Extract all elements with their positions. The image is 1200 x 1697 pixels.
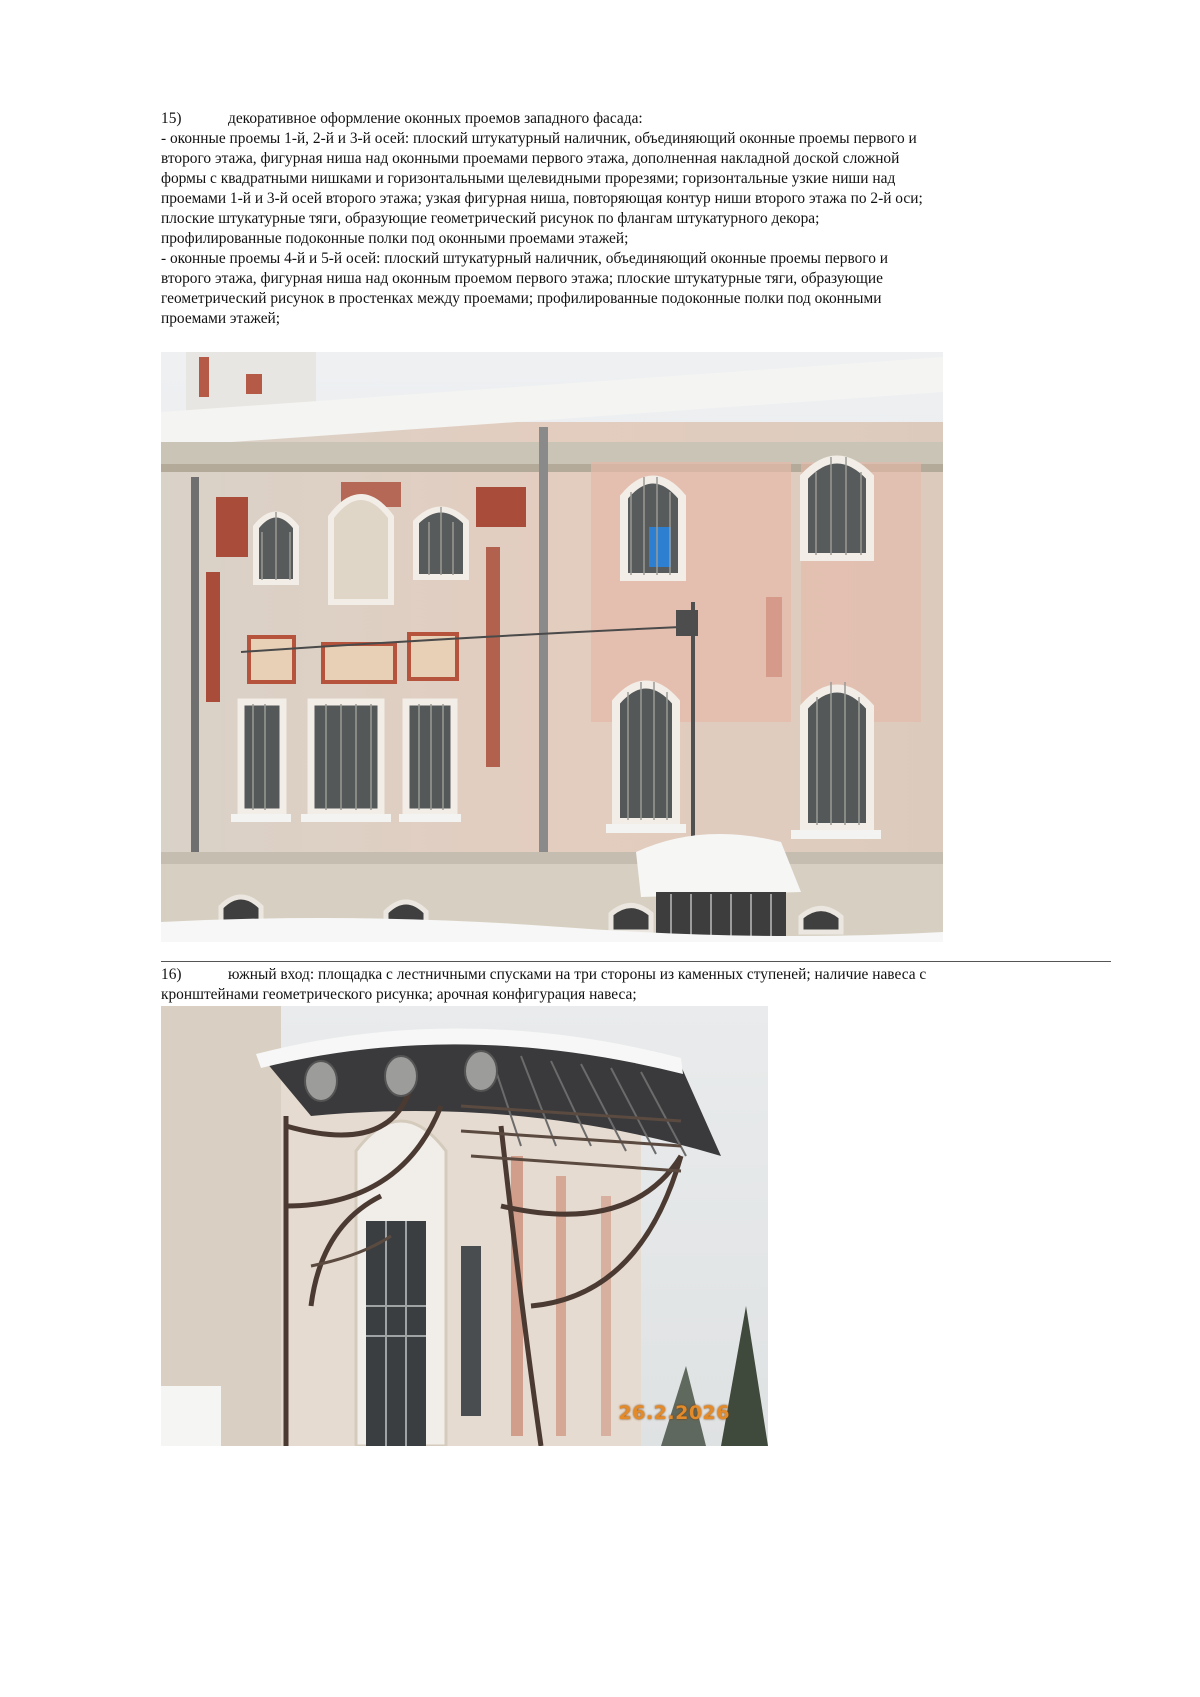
section-15-line: формы с квадратными нишками и горизонтальными щелевидными прорезями; горизонтальные узкие ниши над: [161, 170, 896, 187]
section-15-number: 15): [161, 110, 182, 127]
section-15-line: - оконные проемы 1-й, 2-й и 3-й осей: плоский штукатурный наличник, объединяющий оконные проемы первого и: [161, 130, 917, 147]
section-16-heading-line: 16) южный вход: площадка с лестничными спусками на три стороны из каменных ступеней; наличие навеса с: [161, 966, 927, 983]
west-facade-illustration: [161, 352, 943, 942]
section-15-line: профилированные подоконные полки под оконными проемами этажей;: [161, 230, 629, 247]
section-15-line: геометрический рисунок в простенках между проемами; профилированные подоконные полки под оконными: [161, 290, 882, 307]
south-entrance-photo: [161, 1006, 768, 1446]
section-15-line: второго этажа, фигурная ниша над оконными проемами первого этажа, дополненная накладной доской сложной: [161, 150, 900, 167]
section-16-number: 16): [161, 966, 182, 983]
section-15-heading-line: 15) декоративное оформление оконных проемов западного фасада:: [161, 110, 643, 127]
section-15-text: [161, 109, 1111, 329]
section-16-text: [161, 965, 1111, 1005]
section-15-line: - оконные проемы 4-й и 5-й осей: плоский штукатурный наличник, объединяющий оконные проемы первого и: [161, 250, 889, 267]
section-15-line: плоские штукатурные тяги, образующие геометрический рисунок по флангам штукатурного декора;: [161, 210, 820, 227]
section-16-line: кронштейнами геометрического рисунка; арочная конфигурация навеса;: [161, 986, 637, 1003]
west-facade-photo: [161, 352, 943, 942]
section-separator: [161, 961, 1111, 962]
section-15-line: второго этажа, фигурная ниша над оконным проемом первого этажа; плоские штукатурные тяги, образующие: [161, 270, 883, 287]
photo-date-stamp: 26.2.2026: [618, 1402, 730, 1424]
south-entrance-illustration: [161, 1006, 768, 1446]
section-15-line: проемами 1-й и 3-й осей второго этажа; узкая фигурная ниша, повторяющая контур ниши второго этажа по 2-й оси;: [161, 190, 923, 207]
section-15-line: проемами этажей;: [161, 310, 281, 327]
